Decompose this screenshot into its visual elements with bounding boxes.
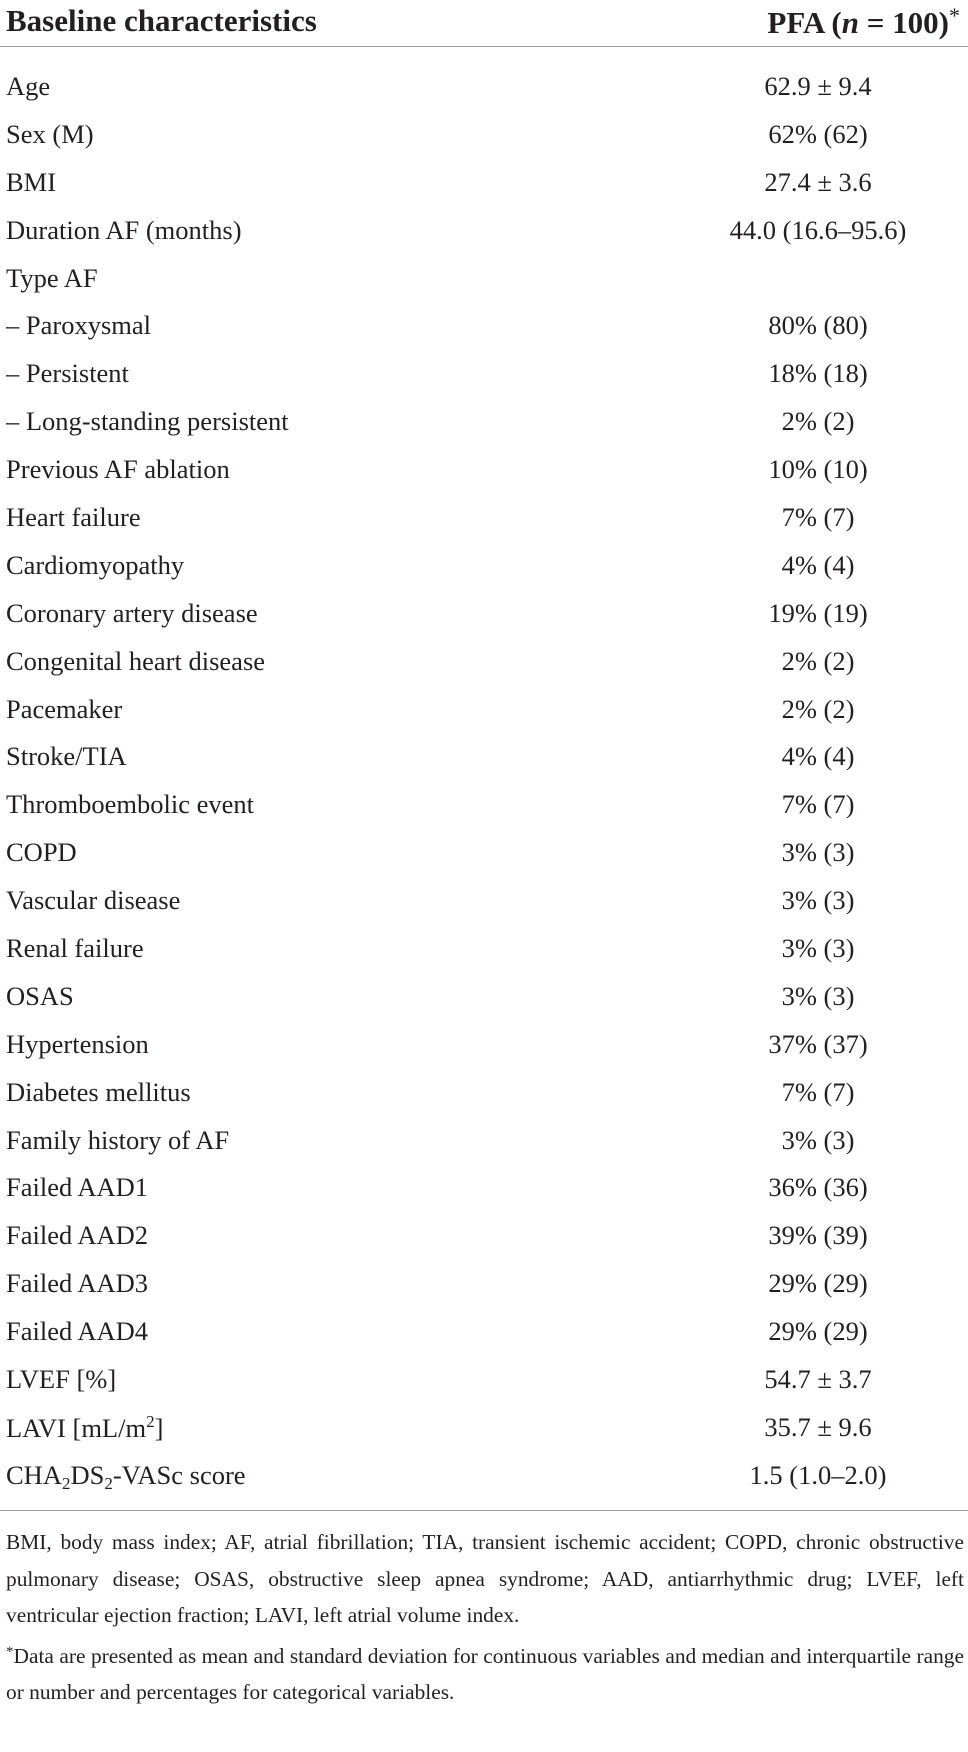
table-bottom-rule [0,1510,968,1511]
row-value: 2% (2) [781,406,855,437]
row-label: Vascular disease [6,885,181,916]
lavi-suffix: ] [154,1412,164,1443]
row-label: – Persistent [6,358,129,389]
row-value: 2% (2) [781,645,855,676]
row-label: Family history of AF [6,1124,230,1155]
lavi-superscript: 2 [146,1411,155,1431]
table-row [0,354,968,402]
row-label: Renal failure [6,933,144,964]
row-label: Cardiomyopathy [6,549,185,580]
table-row [0,1168,968,1216]
row-value: 10% (10) [768,454,868,485]
row-label: Hypertension [6,1028,149,1059]
row-label: – Long-standing persistent [6,406,289,437]
table-row [0,163,968,211]
table-row [0,881,968,929]
row-label: Diabetes mellitus [6,1076,191,1107]
row-label-cha2ds2-vasc [6,1460,246,1494]
table-row [0,115,968,163]
row-label: BMI [6,166,57,197]
table-row [0,1312,968,1360]
table-row [0,1216,968,1264]
cha-part1: CHA [6,1459,62,1490]
row-label: Heart failure [6,502,141,533]
table-row [0,977,968,1025]
lavi-prefix: LAVI [mL/m [6,1412,147,1443]
row-value: 3% (3) [781,1124,855,1155]
header-baseline-characteristics: Baseline characteristics [6,3,317,38]
table-row [0,1264,968,1312]
row-value: 37% (37) [768,1028,868,1059]
row-label: Pacemaker [6,693,123,724]
row-value: 62% (62) [768,118,868,149]
table-row-lavi [0,1408,968,1456]
row-label: Failed AAD2 [6,1220,149,1251]
header-pfa-suffix: = 100) [859,5,949,40]
footnote-data-note-text: Data are presented as mean and standard deviation for continuous variables and median and interquartile range or number and percentages for categorical variables. [6,1643,964,1704]
cha-subscript2: 2 [104,1473,113,1493]
row-value-cha2ds2-vasc: 1.5 (1.0–2.0) [749,1459,887,1490]
row-label: Previous AF ablation [6,454,230,485]
table-row [0,546,968,594]
row-value: 3% (3) [781,980,855,1011]
row-value: 29% (29) [768,1316,868,1347]
row-value: 7% (7) [781,789,855,820]
table-row [0,1121,968,1169]
table-row [0,306,968,354]
row-value: 54.7 ± 3.7 [764,1364,872,1395]
row-value: 19% (19) [768,597,868,628]
cha-subscript1: 2 [61,1473,71,1493]
row-label: Failed AAD1 [6,1172,149,1203]
row-label: LVEF [%] [6,1364,117,1395]
row-label: COPD [6,837,77,868]
table-row [0,642,968,690]
row-label: Failed AAD4 [6,1316,149,1347]
row-label: Sex (M) [6,118,94,149]
row-value: 4% (4) [781,549,855,580]
table-row [0,498,968,546]
table-row [0,67,968,115]
row-value: 39% (39) [768,1220,868,1251]
row-value-lavi: 35.7 ± 9.6 [764,1411,872,1442]
footnote-abbreviations: BMI, body mass index; AF, atrial fibrillation; TIA, transient ischemic accident; COPD, chronic obstructive pulmonary disease; OSAS, obstructive sleep apnea syndrome; AAD, antiarrhythmic drug; LVEF, left ventricular ejection fraction; LAVI, left atrial volume index. [6,1530,964,1627]
table-row [0,833,968,881]
row-label: Stroke/TIA [6,741,127,772]
table-body [0,67,968,1504]
table-row-cha2ds2-vasc [0,1456,968,1504]
row-value: 44.0 (16.6–95.6) [729,214,907,245]
row-value: 62.9 ± 9.4 [764,71,872,101]
row-label: Type AF [6,262,98,293]
footnote-data-note [6,1634,964,1711]
table-header-row [0,0,968,47]
row-label: Age [6,71,51,101]
row-value: 27.4 ± 3.6 [764,166,872,197]
row-value: 3% (3) [781,933,855,964]
row-label: Coronary artery disease [6,597,258,628]
table-row [0,402,968,450]
row-value: 36% (36) [768,1172,868,1203]
table-row [0,450,968,498]
row-value: 3% (3) [781,837,855,868]
header-pfa-prefix: PFA ( [767,5,842,40]
table-row [0,211,968,259]
row-value: 3% (3) [781,885,855,916]
row-value: 80% (80) [768,310,868,341]
cha-part3: -VASc score [112,1459,246,1490]
table-row [0,785,968,833]
table-row [0,259,968,307]
row-label: OSAS [6,980,74,1011]
row-label: Failed AAD3 [6,1268,149,1299]
row-value: 7% (7) [781,1076,855,1107]
row-label: Congenital heart disease [6,645,266,676]
row-value: 29% (29) [768,1268,868,1299]
cha-part2: DS [70,1459,105,1490]
table-row [0,1360,968,1408]
header-pfa [767,3,960,41]
table-row [0,1073,968,1121]
header-pfa-star: * [949,3,960,28]
row-value: 7% (7) [781,502,855,533]
header-pfa-n: n [841,5,859,40]
table-row [0,1025,968,1073]
table-row [0,594,968,642]
row-value: 4% (4) [781,741,855,772]
table-row [0,929,968,977]
row-label: Duration AF (months) [6,214,242,245]
row-label-lavi [6,1412,163,1444]
footnote-star: * [6,1643,14,1660]
row-label: Thromboembolic event [6,789,254,820]
row-value: 18% (18) [768,358,868,389]
table-row [0,690,968,738]
row-value: 2% (2) [781,693,855,724]
table-footnotes [6,1524,964,1711]
row-label: – Paroxysmal [6,310,151,341]
table-row [0,737,968,785]
